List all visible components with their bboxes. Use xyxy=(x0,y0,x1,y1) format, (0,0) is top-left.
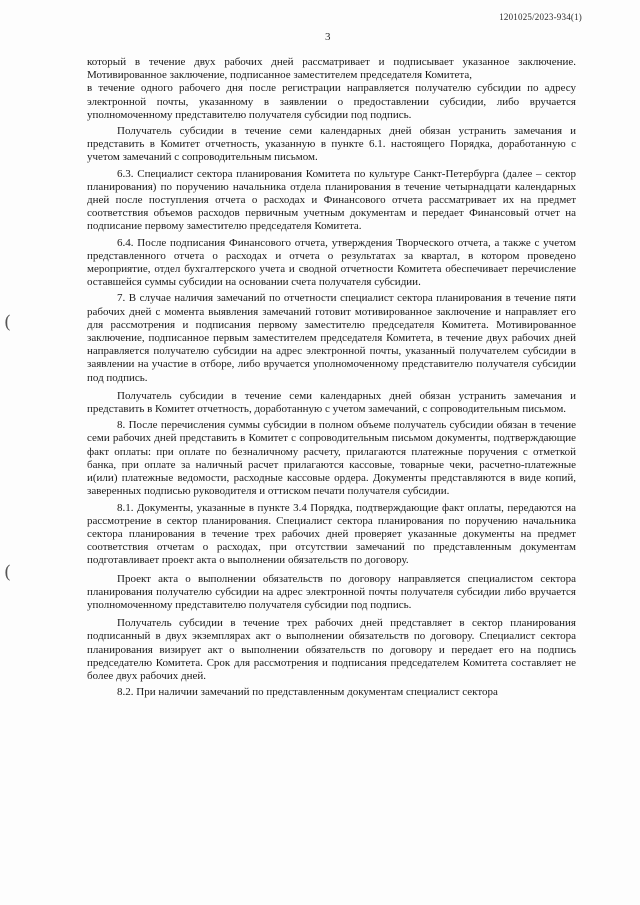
paragraph: в течение одного рабочего дня после регистрации направляется получателю субсидии по адресу электронной почты, указанному в заявлении о предоставлении субсидии, либо вручается уполномоченному представителю получателя субсидии под подпись. xyxy=(87,82,576,121)
binding-hole-mark: ( xyxy=(4,312,12,333)
binding-hole-mark: ( xyxy=(4,562,12,583)
paragraph-8: 8. После перечисления суммы субсидии в полном объеме получатель субсидии обязан в течение семи рабочих дней представить в Комитет с сопроводительным письмом документы, подтверждающие факт оплаты: при оплате по безналичному расчету, прилагаются платежные поручения с отметкой банка, при оплате за наличный расчет прилагаются кассовые, товарные чеки, расчетно-платежные и(или) платежные ведомости, расходные кассовые ордера. Документы представляются в виде копий, заверенных подписью руководителя и оттиском печати получателя субсидии. xyxy=(87,419,576,498)
page-number: 3 xyxy=(325,31,331,43)
paragraph: Получатель субсидии в течение семи календарных дней обязан устранить замечания и представить в Комитет отчетность, доработанную с учетом замечаний, с сопроводительным письмом. xyxy=(87,389,576,416)
paragraph-8-2: 8.2. При наличии замечаний по представленным документам специалист сектора xyxy=(117,686,498,699)
paragraph-7: 7. В случае наличия замечаний по отчетности специалист сектора планирования в течение пяти рабочих дней с момента выявления замечаний готовит мотивированное заключение и направляет его для рассмотрения и подписания первому заместителю председателя Комитета. Мотивированное заключение, подписанное первым заместителем председателя Комитета, в течение двух рабочих дней направляется получателю субсидии на адрес электронной почты, указанный получателем субсидии в заявлении на участие в отборе, либо вручается уполномоченному представителю получателя субсидии под подпись. xyxy=(87,292,576,384)
document-body xyxy=(87,56,576,699)
paragraph: который в течение двух рабочих дней рассматривает и подписывает указанное заключение. Мотивированное заключение, подписанное заместителем председателя Комитета, xyxy=(87,56,576,82)
paragraph: Получатель субсидии в течение трех рабочих дней представляет в сектор планирования подписанный в двух экземплярах акт о выполнении обязательств по договору. Специалист сектора планирования визирует акт о выполнении обязательств по договору и передает его на подпись председателю Комитета. Срок для рассмотрения и подписания председателем Комитета составляет не более двух рабочих дней. xyxy=(87,617,576,682)
paragraph-6-4: 6.4. После подписания Финансового отчета, утверждения Творческого отчета, а также с учетом представленного отчета о расходах и отчета о результатах за квартал, в котором проведено мероприятие, отдел бухгалтерского учета и сводной отчетности Комитета обеспечивает перечисление оставшейся суммы субсидии на основании счета получателя субсидии. xyxy=(87,236,576,289)
paragraph-6-3: 6.3. Специалист сектора планирования Комитета по культуре Санкт-Петербурга (далее – сектор планирования) по поручению начальника отдела планирования в течение четырнадцати календарных дней после поступления отчета о расходах и Финансового отчета рассматривает их на предмет соответствия объемов расходов первичным учетным документам и передает Финансовый отчет на подписание первому заместителю председателя Комитета. xyxy=(87,167,576,233)
paragraph: Проект акта о выполнении обязательств по договору направляется специалистом сектора планирования получателю субсидии на адрес электронной почты получателя субсидии либо вручается уполномоченному представителю получателя субсидии под подпись. xyxy=(87,572,576,611)
document-number: 1201025/2023-934(1) xyxy=(499,12,582,22)
paragraph-8-1: 8.1. Документы, указанные в пункте 3.4 Порядка, подтверждающие факт оплаты, передаются на рассмотрение в сектор планирования. Специалист сектора планирования по поручению начальника сектора планирования в течение трех рабочих дней проверяет указанные документы на предмет соответствия отчетам о расходах, при отсутствии замечаний по представленным документам подготавливает проект акта о выполнении обязательств по договору. xyxy=(87,501,576,567)
paragraph: Получатель субсидии в течение семи календарных дней обязан устранить замечания и представить в Комитет отчетность, указанную в пункте 6.1. настоящего Порядка, доработанную с учетом замечаний с сопроводительным письмом. xyxy=(87,125,576,164)
